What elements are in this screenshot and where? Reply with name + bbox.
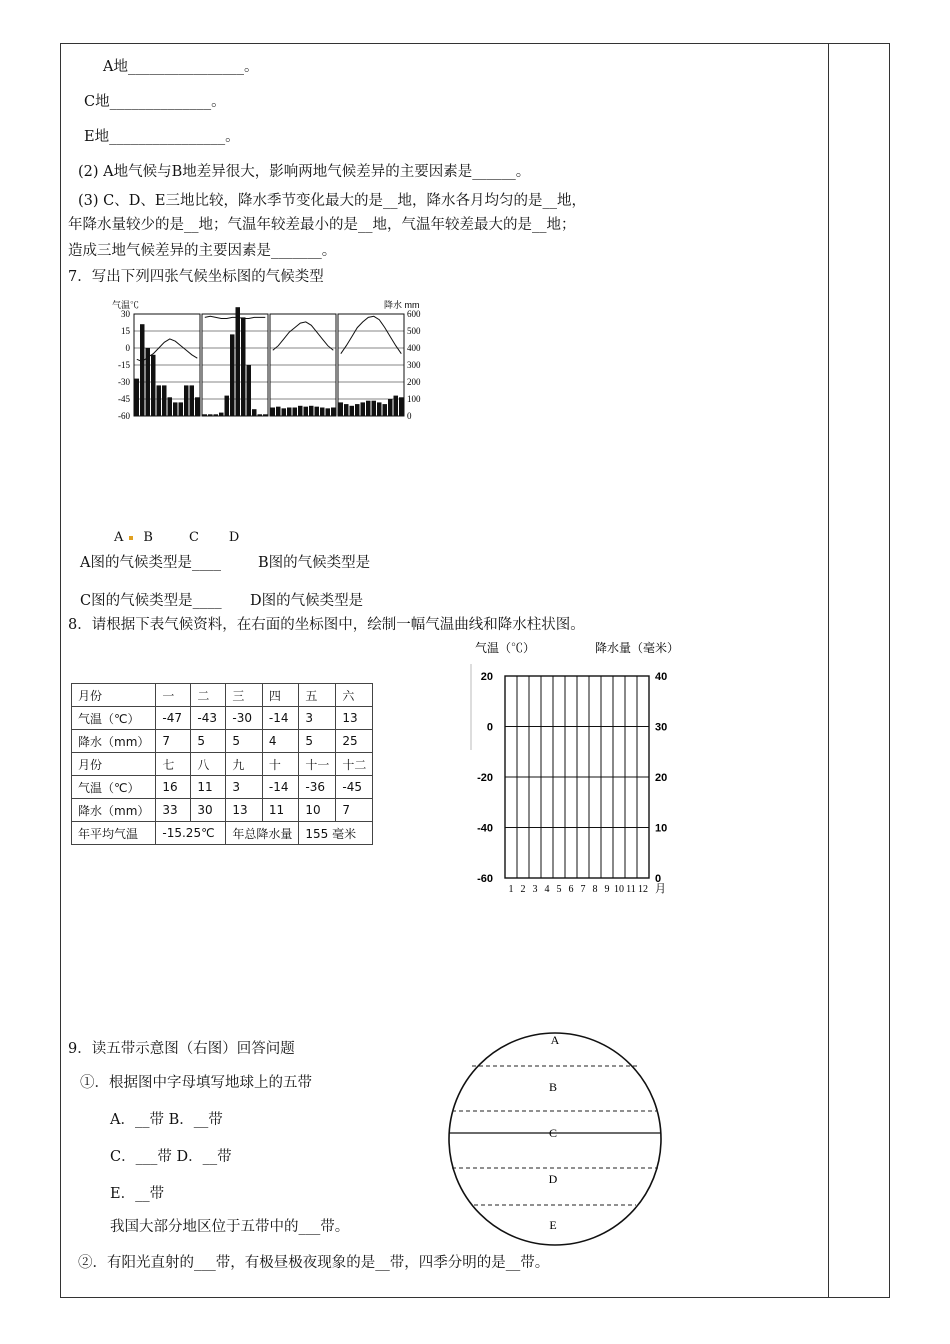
precip-bar	[190, 385, 195, 416]
precip-bar	[344, 404, 349, 416]
q6-part3-line2: 年降水量较少的是__地；气温年较差最小的是__地，气温年较差最大的是__地；	[68, 217, 576, 233]
table-cell: 7	[156, 730, 191, 753]
precip-bar	[173, 402, 178, 416]
zone-label-d: D	[548, 1172, 558, 1186]
precip-bar	[388, 399, 393, 416]
precip-bar	[208, 414, 213, 416]
table-cell: 7	[336, 799, 373, 822]
table-cell: 33	[156, 799, 191, 822]
q7-letters: A B C D	[114, 530, 240, 545]
grid-precip-tick: 0	[655, 873, 662, 885]
q7-answer-a: A图的气候类型是____	[80, 555, 221, 571]
left-tick-label: 15	[121, 326, 130, 336]
q6-part3-line3: 造成三地气候差异的主要因素是_______。	[68, 243, 337, 259]
precip-bar	[271, 408, 276, 417]
grid-month-label: 9	[604, 884, 610, 895]
precip-bar	[287, 408, 292, 417]
table-cell: 30	[191, 799, 226, 822]
q7-answer-c: C图的气候类型是____	[80, 593, 222, 609]
climate-table	[71, 683, 373, 845]
temp-curve	[205, 316, 265, 318]
grid-month-label: 5	[556, 884, 562, 895]
table-cell: -47	[156, 707, 191, 730]
grid-precip-tick: 30	[655, 721, 668, 734]
precip-bar	[377, 402, 382, 416]
precip-bar	[276, 407, 281, 416]
precip-bar	[219, 413, 224, 416]
precip-bar	[372, 401, 377, 416]
precip-axis-label: 降水量（毫米）	[595, 641, 680, 655]
precip-bar	[225, 396, 230, 416]
table-cell: 三	[226, 684, 263, 707]
q8-title: 8．请根据下表气候资料，在右面的坐标图中，绘制一幅气温曲线和降水柱状图。	[68, 617, 585, 633]
precip-bar	[140, 324, 145, 416]
table-footer-cell: 155 毫米	[299, 822, 373, 845]
precip-bar	[298, 406, 303, 416]
precip-bar	[135, 379, 140, 416]
grid-month-label: 6	[568, 884, 574, 895]
grid-precip-tick: 20	[655, 772, 668, 784]
table-cell: -14	[262, 776, 299, 799]
grid-temp-tick: -60	[477, 873, 493, 885]
right-tick-label: 400	[407, 343, 421, 353]
table-cell: 七	[156, 753, 191, 776]
q6-e-line: E地________________。	[84, 129, 240, 145]
q7-answer-d: D图的气候类型是	[250, 593, 364, 609]
table-cell: 10	[299, 799, 336, 822]
grid-precip-tick: 10	[655, 822, 668, 835]
precip-bar	[355, 404, 360, 416]
table-cell: 月份	[72, 753, 156, 776]
precip-bar	[184, 385, 189, 416]
table-cell: 13	[226, 799, 263, 822]
grid-temp-tick: 20	[480, 671, 493, 683]
table-cell: 降水（mm）	[72, 730, 156, 753]
table-footer-cell: -15.25℃	[156, 822, 226, 845]
table-cell: 气温（℃）	[72, 776, 156, 799]
table-row	[72, 707, 373, 730]
right-tick-label: 200	[407, 377, 421, 387]
blank-climate-grid	[465, 636, 705, 898]
zone-label-c: C	[548, 1126, 558, 1140]
temp-axis-label: 气温（℃）	[475, 641, 536, 655]
table-cell: 五	[299, 684, 336, 707]
table-cell: 13	[336, 707, 373, 730]
grid-month-label: 10	[614, 884, 624, 895]
q9-cd: C．___带 D．__带	[110, 1149, 232, 1165]
precip-bar	[230, 334, 235, 416]
precip-bar	[214, 414, 219, 416]
table-cell: 一	[156, 684, 191, 707]
table-cell: 4	[262, 730, 299, 753]
grid-temp-tick: 0	[486, 721, 493, 734]
left-tick-label: -15	[118, 360, 130, 370]
table-row	[72, 730, 373, 753]
table-cell: 六	[336, 684, 373, 707]
left-tick-label: -60	[118, 411, 130, 421]
grid-lines	[505, 676, 649, 878]
table-cell: 十二	[336, 753, 373, 776]
table-cell: -36	[299, 776, 336, 799]
table-cell: -30	[226, 707, 263, 730]
precip-bar	[252, 409, 257, 416]
q9-sub2: ②．有阳光直射的___带，有极昼极夜现象的是__带，四季分明的是__带。	[78, 1255, 550, 1271]
table-footer-cell: 年平均气温	[72, 822, 156, 845]
q6-part2: (2) A地气候与B地差异很大，影响两地气候差异的主要因素是______。	[78, 164, 531, 180]
q7-answer-b: B图的气候类型是	[258, 555, 371, 571]
precip-bar	[309, 406, 314, 416]
table-cell: 3	[299, 707, 336, 730]
grid-precip-ticks	[655, 671, 667, 885]
precip-bar	[399, 397, 404, 416]
table-row	[72, 753, 373, 776]
right-tick-label: 600	[407, 309, 421, 319]
grid-temp-tick: -20	[477, 772, 493, 784]
table-row	[72, 799, 373, 822]
q9-ab: A．__带 B．__带	[110, 1112, 223, 1128]
left-axis-label: 气温℃	[112, 300, 140, 310]
table-cell: 3	[226, 776, 263, 799]
precip-bar	[162, 385, 167, 416]
five-zones-diagram	[446, 1028, 664, 1250]
table-cell: -14	[262, 707, 299, 730]
table-cell: 5	[191, 730, 226, 753]
right-tick-label: 500	[407, 326, 421, 336]
table-cell: 降水（mm）	[72, 799, 156, 822]
table-cell: -43	[191, 707, 226, 730]
left-tick-label: 30	[121, 309, 130, 319]
right-tick-label: 300	[407, 360, 421, 370]
right-tick-label: 100	[407, 394, 421, 404]
zone-label-a: A	[550, 1033, 560, 1047]
q6-c-line: C地______________。	[84, 94, 226, 110]
table-cell: 5	[226, 730, 263, 753]
climate-chart-c	[270, 314, 336, 416]
precip-bar	[195, 397, 200, 416]
right-ticks	[407, 309, 421, 421]
table-cell: 25	[336, 730, 373, 753]
q9-title: 9．读五带示意图（右图）回答问题	[68, 1041, 295, 1057]
table-footer-row	[72, 822, 373, 845]
q9-e: E．__带	[110, 1186, 165, 1202]
precip-bar	[247, 365, 252, 416]
table-cell: -45	[336, 776, 373, 799]
table-cell: 气温（℃）	[72, 707, 156, 730]
zone-label-e: E	[549, 1218, 557, 1232]
precip-bar	[304, 407, 309, 416]
precip-bar	[258, 414, 263, 416]
table-cell: 11	[191, 776, 226, 799]
table-cell: 11	[262, 799, 299, 822]
precip-bar	[361, 402, 366, 416]
precip-bar	[366, 401, 371, 416]
climate-chart-a	[134, 314, 200, 416]
table-cell: 5	[299, 730, 336, 753]
table-cell: 四	[262, 684, 299, 707]
left-tick-label: -30	[118, 377, 130, 387]
right-column-divider	[828, 43, 829, 1298]
grid-month-unit: 月	[655, 883, 666, 895]
precip-bar	[151, 355, 156, 416]
table-cell: 十一	[299, 753, 336, 776]
precip-bar	[331, 408, 336, 417]
q6-part3-line1: (3) C、D、E三地比较，降水季节变化最大的是__地，降水各月均匀的是__地，	[78, 193, 586, 209]
precip-bar	[203, 414, 208, 416]
precip-bar	[179, 402, 184, 416]
precip-bar	[383, 404, 388, 416]
grid-month-label: 2	[520, 884, 526, 895]
table-cell: 16	[156, 776, 191, 799]
left-ticks	[118, 309, 131, 421]
table-row	[72, 684, 373, 707]
chart-panels	[134, 307, 404, 416]
table-cell: 月份	[72, 684, 156, 707]
precip-bar	[293, 408, 298, 417]
grid-month-label: 7	[580, 884, 586, 895]
table-footer-cell: 年总降水量	[226, 822, 299, 845]
precip-bar	[241, 317, 246, 416]
temp-curve	[273, 322, 334, 350]
table-cell: 十	[262, 753, 299, 776]
grid-temp-ticks	[477, 671, 493, 885]
precip-bar	[263, 414, 268, 416]
q9-sub1: ①．根据图中字母填写地球上的五带	[80, 1075, 312, 1091]
precip-bar	[236, 307, 241, 416]
grid-month-label: 3	[532, 884, 538, 895]
precip-bar	[157, 385, 162, 416]
precip-bar	[326, 408, 331, 416]
q7-title: 7．写出下列四张气候坐标图的气候类型	[68, 269, 324, 285]
grid-month-label: 11	[626, 884, 636, 895]
left-tick-label: 0	[125, 343, 130, 353]
left-tick-label: -45	[118, 394, 130, 404]
grid-precip-tick: 40	[655, 671, 668, 683]
precip-bar	[350, 406, 355, 416]
precip-bar	[320, 408, 325, 417]
table-cell: 二	[191, 684, 226, 707]
precip-bar	[315, 407, 320, 416]
grid-temp-tick: -40	[477, 822, 493, 835]
right-tick-label: 0	[407, 411, 412, 421]
grid-month-label: 4	[544, 884, 550, 895]
precip-bar	[394, 396, 399, 416]
q6-a-line: A地________________。	[103, 59, 259, 75]
precip-bar	[168, 397, 173, 416]
right-axis-label: 降水 mm	[384, 300, 420, 310]
grid-month-label: 1	[508, 884, 514, 895]
grid-month-label: 8	[592, 884, 598, 895]
q9-china: 我国大部分地区位于五带中的___带。	[110, 1219, 350, 1235]
climate-charts	[108, 298, 438, 424]
table-row	[72, 776, 373, 799]
precip-bar	[282, 408, 287, 416]
zone-label-b: B	[548, 1080, 558, 1094]
precip-bar	[339, 402, 344, 416]
table-cell: 九	[226, 753, 263, 776]
grid-month-label: 12	[638, 884, 648, 895]
climate-chart-d	[338, 314, 404, 416]
table-cell: 八	[191, 753, 226, 776]
climate-chart-b	[202, 307, 268, 416]
grid-month-ticks	[509, 882, 667, 895]
